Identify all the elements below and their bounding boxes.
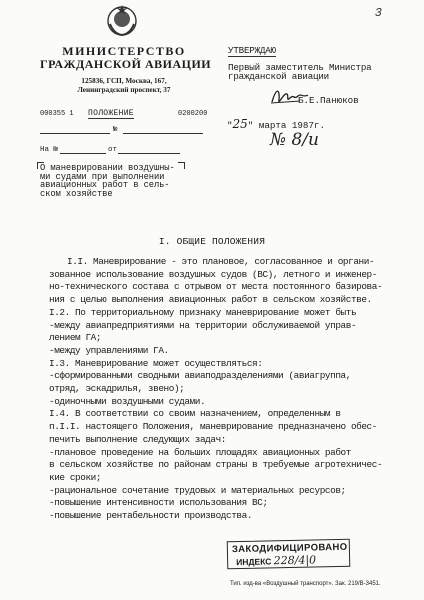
body-line: -повышение рентабельности производства. — [49, 510, 253, 522]
codification-stamp — [227, 539, 351, 570]
body-line: отряд, эскадрилья, звено); — [49, 383, 185, 395]
stamp-title: ЗАКОДИФИЦИРОВАНО — [231, 541, 348, 556]
body-line: печить выполнение следующих задач: — [49, 433, 227, 445]
signer-name: Б.Е.Панюков — [298, 95, 359, 106]
number-blank-line — [123, 133, 203, 134]
address-line-1: 125836, ГСП, Москва, 167, — [81, 77, 167, 85]
stamp-index — [236, 553, 316, 568]
body-line: -между авиапредприятиями на территории обслуживаемой управ- — [49, 319, 357, 331]
body-line: лением ГА; — [49, 332, 102, 344]
body-line: п.I.I. настоящего Положения, маневрирование предназначено обес- — [49, 421, 377, 433]
state-emblem-icon — [105, 4, 139, 38]
body-line: -сформированными сводными авиаподразделениями (авиагруппа, — [49, 370, 351, 382]
stamp-index-label: ИНДЕКС — [236, 556, 272, 568]
letterhead — [40, 44, 212, 95]
body-line: -между управлениями ГА. — [49, 344, 169, 356]
handwritten-number: № 8/и — [270, 130, 319, 150]
on-number-blank-line — [60, 153, 106, 154]
body-line: кие сроки; — [49, 471, 102, 483]
subject-line: авиационных работ в сель- — [40, 180, 170, 191]
date-month-year: марта 1987г. — [258, 120, 325, 131]
subject-line: О маневрировании воздушны- — [40, 163, 175, 173]
ministry-subname: ГРАЖДАНСКОЙ АВИАЦИИ — [40, 57, 212, 71]
date-blank-line — [40, 133, 110, 134]
body-line: -плановое проведение на больших площадях авиационных работ — [49, 446, 351, 458]
subject-line: ском хозяйстве — [40, 188, 113, 199]
body-line: I.I. Маневрирование - это плановое, согласованное и органи- — [67, 256, 375, 267]
document-type: ПОЛОЖЕНИЕ — [88, 109, 134, 118]
address-line-2: Ленинградский проспект, 37 — [77, 86, 171, 94]
from-blank-line — [118, 153, 180, 154]
body-line: но-технического состава с отрывом от места постоянного базирова- — [49, 281, 383, 293]
form-code-right: 0200200 — [178, 110, 208, 118]
from-label: от — [108, 146, 118, 154]
approval-date: "25" марта 1987г. — [227, 117, 325, 131]
body-line: I.2. По территориальному признаку маневрирование может быть — [49, 306, 357, 318]
on-number-label: На № — [40, 146, 59, 154]
stamp-index-number: 228/4|0 — [273, 553, 317, 568]
ministry-name: МИНИСТЕРСТВО — [62, 44, 186, 58]
section-title: I. ОБЩИЕ ПОЛОЖЕНИЯ — [158, 236, 266, 247]
approval-position-1: Первый заместитель Министра — [228, 62, 372, 73]
body-line: -рациональное сочетание трудовых и материальных ресурсов; — [49, 484, 346, 496]
body-line: ния с целью выполнения авиационных работ в сельском хозяйстве. — [49, 294, 372, 306]
body-line: -повышение интенсивности использования ВС; — [49, 497, 268, 509]
page-number: 3 — [374, 6, 382, 20]
approval-position-2: гражданской авиации — [228, 71, 329, 82]
body-line: I.3. Маневрирование может осуществляться: — [49, 357, 263, 369]
date-day: 25 — [232, 117, 248, 131]
subject-line: ми судами при выполнении — [40, 171, 165, 182]
printer-footer: Тип. изд-ва «Воздушный транспорт». Зак. 219/В-3451. — [230, 581, 381, 587]
subject-bracket-right — [178, 162, 185, 169]
number-label: № — [113, 126, 118, 134]
body-line: I.4. В соответствии со своим назначением, определенным в — [49, 408, 341, 420]
body-line: -одиночными воздушными судами. — [49, 395, 206, 407]
approval-title: УТВЕРЖДАЮ — [228, 45, 276, 56]
subject-block — [40, 164, 175, 198]
form-code-left: 000355 1 — [40, 110, 74, 118]
approval-block — [228, 46, 371, 81]
body-line: в сельском хозяйстве по районам страны в требуемые агротехничес- — [49, 459, 383, 471]
body-text — [49, 256, 405, 523]
body-line: зованное использование воздушных судов (ВС), летного и инженер- — [49, 268, 377, 280]
